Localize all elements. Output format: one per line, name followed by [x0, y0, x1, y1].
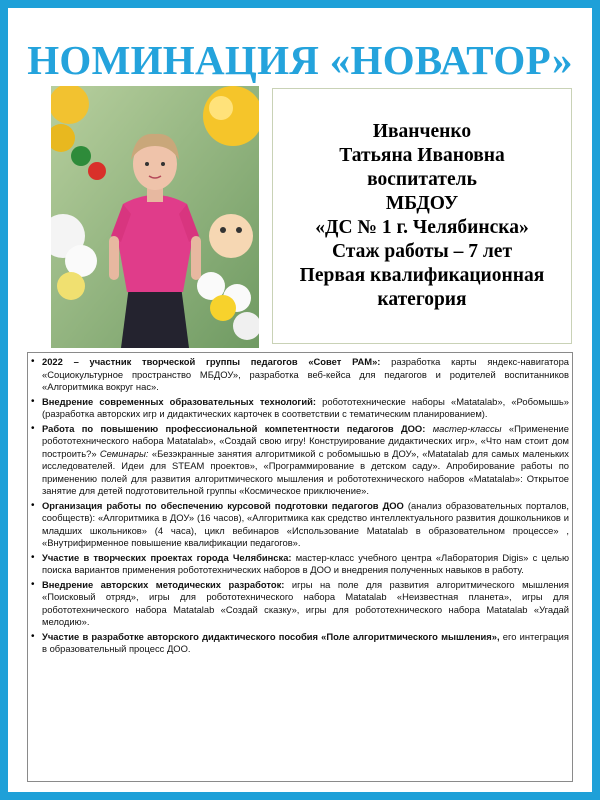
- qualification-line-1: Первая квалификационная: [299, 265, 545, 286]
- achievements-box: [27, 352, 573, 782]
- achievement-text: Внедрение современных образовательных технологий:: [42, 395, 316, 407]
- achievement-item: [31, 551, 569, 577]
- achievement-item: [31, 422, 570, 498]
- achievements-list: [28, 353, 572, 656]
- bullet-marker: •: [31, 499, 35, 511]
- achievement-item: [31, 356, 569, 394]
- achievement-text: робототехнические наборы «Matatalab», «Робомышь» (разработка авторских игр и дидактических карточек в соответствии с тематическим планированием).: [42, 395, 569, 419]
- achievement-text: мастер-классы: [425, 422, 502, 434]
- achievement-text: разработка карты яндекс-навигатора «Социокультурное пространство МБДОУ», разработка веб-кейса для педагогов и родителей воспитанников «Алгоритмика вокруг нас».: [42, 356, 569, 392]
- achievement-text: 2022 – участник творческой группы педагогов «Совет РАМ»:: [42, 356, 381, 367]
- achievement-text: Организация работы по обеспечению курсовой подготовки педагогов ДОО: [42, 499, 404, 511]
- achievement-item: [31, 499, 569, 550]
- achievement-text: Участие в творческих проектах города Челябинска:: [42, 551, 292, 563]
- achievement-text: Участие в разработке авторского дидактического пособия «Поле алгоритмического мышления»,: [42, 630, 500, 642]
- bullet-marker: •: [31, 630, 35, 642]
- bullet-marker: •: [31, 395, 35, 407]
- achievement-text: «Безэкранные занятия алгоритмикой с робомышью в ДОУ», «Matatalab для самых маленьких исследователей. Идеи для STEAM проектов», «Программирование в детском саду». Апробирование работы по применению полей для развития алгоритмического мышления и робототехнического наборов «Matatalab»: Открытое занятие для детей подготовительной группы «Космическое приключение».: [42, 447, 569, 496]
- achievement-item: [31, 578, 569, 629]
- work-experience: Стаж работы – 7 лет: [331, 241, 513, 262]
- qualification-line-2: категория: [377, 289, 467, 310]
- achievement-item: [31, 630, 569, 656]
- teacher-info-box: [272, 88, 572, 344]
- institution-type: МБДОУ: [385, 193, 459, 214]
- bullet-marker: •: [31, 578, 35, 590]
- portrait-photo: [51, 86, 259, 348]
- achievement-text: его интеграция в образовательный процесс ДОО.: [42, 630, 569, 654]
- achievement-text: мастер-класс учебного центра «Лаборатория Digis» с целью поиска вариантов применения робототехнических наборов в ДОО и внедрения полученных навыков в работу.: [42, 551, 569, 575]
- portrait-illustration: [51, 86, 259, 348]
- achievement-text: «Применение робототехнического набора Matatalab», «Создай свою игру! Конструирование дидактических игр», «Что нам стоит дом построить?»: [42, 422, 570, 459]
- teacher-first-name: Татьяна Ивановна: [339, 145, 505, 166]
- achievement-text: (анализ образовательных порталов, сообществ): «Алгоритмика в ДОУ» (16 часов), «Алгоритмика как средство интеллектуального развития дошкольников и младших школьников» (4 часа), цикл вебинаров «Использование Matatalab в образовательном процессе» , «Внутрифирменное повышение квалификации педагогов».: [42, 499, 569, 548]
- teacher-position: воспитатель: [367, 169, 477, 190]
- achievement-text: Внедрение авторских методических разработок:: [42, 578, 285, 590]
- teacher-surname: Иванченко: [372, 121, 472, 142]
- bullet-marker: •: [31, 551, 35, 563]
- institution-name: «ДС № 1 г. Челябинска»: [315, 217, 529, 238]
- achievement-text: игры на поле для развития алгоритмического мышления «Поисковый отряд», игры для робототехнического набора Matatalab «Неизвестная планета», игры для робототехнического набора Matatalab «Создай сказку», игры для робототехнического набора Matatalab «Угадай мелодию».: [42, 578, 569, 627]
- bullet-marker: •: [31, 422, 35, 434]
- bullet-marker: •: [31, 356, 35, 367]
- achievement-item: [31, 395, 569, 421]
- poster-sheet: [8, 8, 592, 792]
- page-title: НОМИНАЦИЯ «НОВАТОР»: [27, 37, 573, 83]
- achievement-text: Работа по повышению профессиональной компетентности педагогов ДОО:: [42, 422, 426, 434]
- achievement-text: Семинары:: [96, 447, 149, 459]
